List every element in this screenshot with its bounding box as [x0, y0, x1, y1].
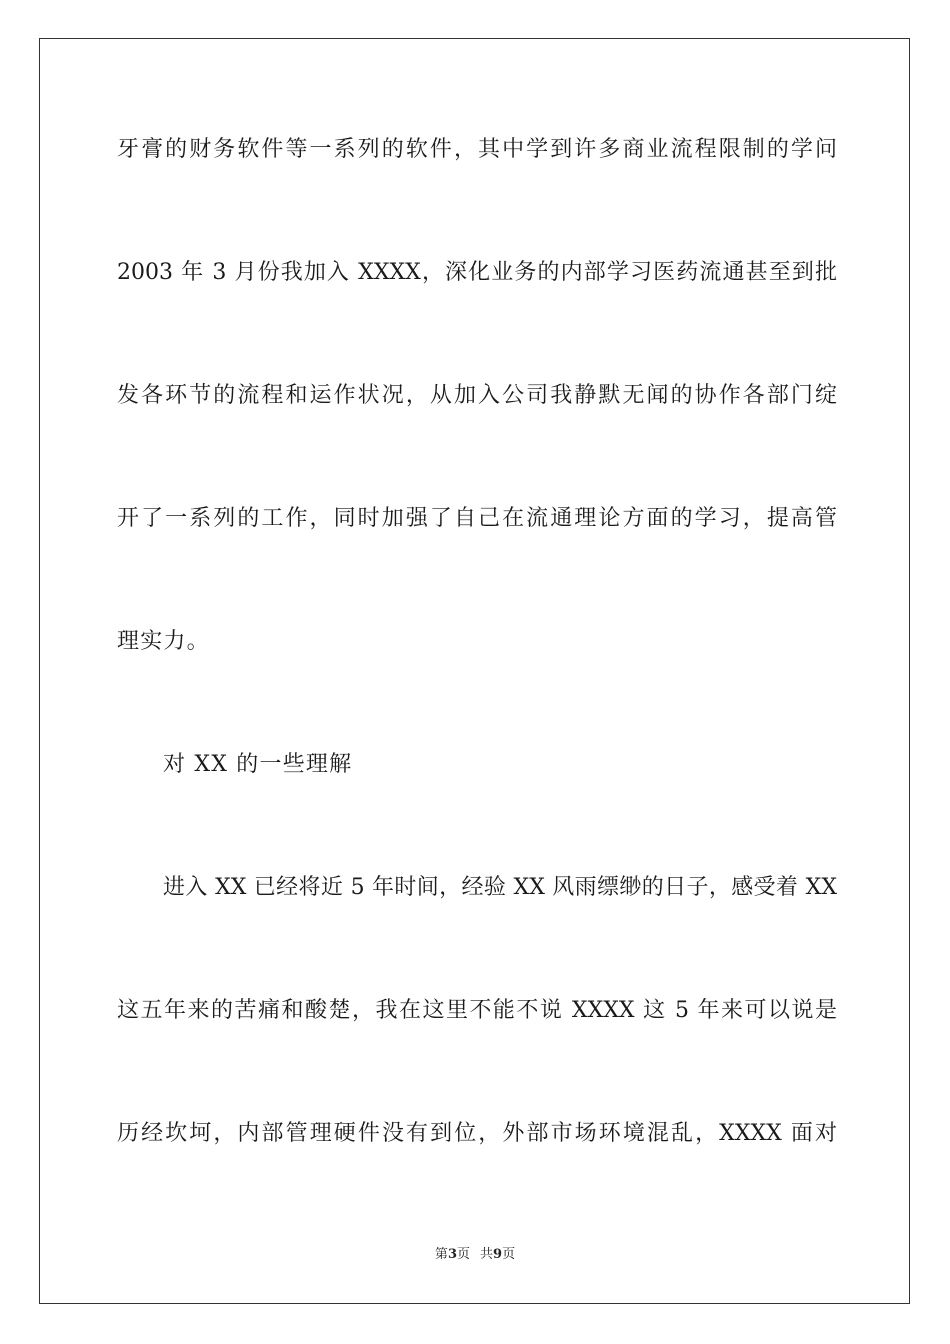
total-pages-number: 9: [493, 1247, 503, 1262]
body-line-7: 进入 XX 已经将近 5 年时间，经验 XX 风雨缥缈的日子，感受着 XX: [163, 875, 837, 900]
page-border: [39, 38, 910, 1304]
body-line-5: 理实力。: [117, 629, 210, 654]
body-line-9: 历经坎坷，内部管理硬件没有到位，外部市场环境混乱，XXXX 面对: [117, 1121, 837, 1146]
body-line-1: 牙膏的财务软件等一系列的软件，其中学到许多商业流程限制的学问: [117, 137, 837, 162]
current-page-number: 3: [447, 1247, 457, 1262]
section-heading: 对 XX 的一些理解: [163, 752, 353, 777]
footer-prefix: 第: [434, 1247, 448, 1262]
body-line-4: 开了一系列的工作，同时加强了自己在流通理论方面的学习，提高管: [117, 506, 837, 531]
footer-page-suffix: 页: [456, 1247, 470, 1262]
footer-total-suffix: 页: [502, 1247, 516, 1262]
page-footer: [0, 1246, 950, 1264]
body-line-3: 发各环节的流程和运作状况，从加入公司我静默无闻的协作各部门绽: [117, 383, 837, 408]
body-line-2: 2003 年 3 月份我加入 XXXX，深化业务的内部学习医药流通甚至到批: [117, 260, 837, 285]
body-line-8: 这五年来的苦痛和酸楚，我在这里不能不说 XXXX 这 5 年来可以说是: [117, 998, 837, 1023]
footer-total-prefix: 共: [480, 1247, 494, 1262]
